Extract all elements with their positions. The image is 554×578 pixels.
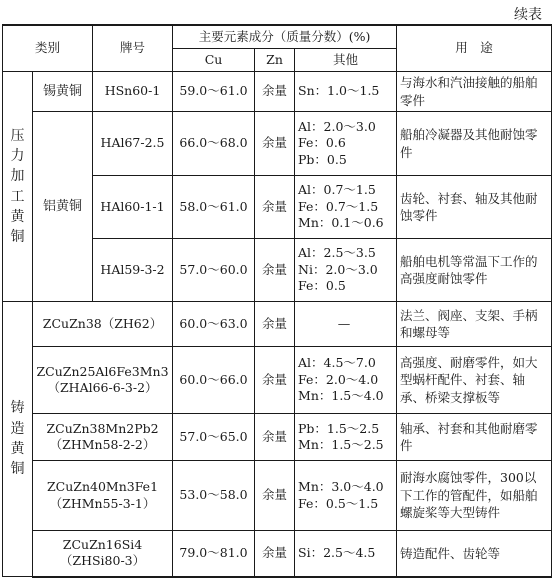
zn-cell: 余量 (255, 414, 295, 461)
grade-cell: ZCuZn25Al6Fe3Mn3 （ZHAl66-6-3-2） (33, 347, 173, 414)
other-elements-cell: Pb：1.5～2.5 Mn：1.5～2.5 (295, 414, 397, 461)
category-cast-brass: 铸 造 黄 铜 (3, 302, 33, 577)
zn-cell: 余量 (255, 531, 295, 577)
subcategory-tin-brass: 锡黄铜 (33, 72, 93, 112)
header-composition: 主要元素成分（质量分数）(%) (173, 25, 397, 49)
other-elements-cell: Si：2.5～4.5 (295, 531, 397, 577)
header-use: 用 途 (397, 25, 552, 72)
table-row (3, 112, 552, 176)
zn-cell: 余量 (255, 239, 295, 302)
header-zn: Zn (255, 49, 295, 72)
cu-cell: 59.0～61.0 (173, 72, 255, 112)
table-row (3, 72, 552, 112)
grade-cell: ZCuZn38Mn2Pb2 （ZHMn58-2-2） (33, 414, 173, 461)
other-elements-cell: Al：2.5～3.5 Ni：2.0～3.0 Fe：0.5 (295, 239, 397, 302)
table-row (3, 302, 552, 347)
grade-cell: HAl67-2.5 (93, 112, 173, 176)
table-row (3, 461, 552, 531)
header-cu: Cu (173, 49, 255, 72)
table-row (3, 347, 552, 414)
zn-cell: 余量 (255, 72, 295, 112)
other-elements-cell: — (295, 302, 397, 347)
category-pressure-brass: 压 力 加 工 黄 铜 (3, 72, 33, 302)
use-cell: 船舶电机等常温下工作的高强度耐蚀零件 (397, 239, 552, 302)
cu-cell: 57.0～65.0 (173, 414, 255, 461)
grade-cell: HAl60-1-1 (93, 176, 173, 239)
grade-cell: ZCuZn40Mn3Fe1 （ZHMn55-3-1） (33, 461, 173, 531)
header-category: 类别 (3, 25, 93, 72)
header-grade: 牌号 (93, 25, 173, 72)
grade-cell: ZCuZn38（ZH62） (33, 302, 173, 347)
use-cell: 与海水和汽油接触的船舶零件 (397, 72, 552, 112)
cu-cell: 66.0～68.0 (173, 112, 255, 176)
table-row (3, 531, 552, 577)
brass-spec-table (2, 24, 552, 578)
zn-cell: 余量 (255, 347, 295, 414)
cu-cell: 58.0～61.0 (173, 176, 255, 239)
cu-cell: 60.0～63.0 (173, 302, 255, 347)
grade-cell: HAl59-3-2 (93, 239, 173, 302)
cu-cell: 79.0～81.0 (173, 531, 255, 577)
other-elements-cell: Sn：1.0～1.5 (295, 72, 397, 112)
use-cell: 铸造配件、齿轮等 (397, 531, 552, 577)
use-cell: 高强度、耐磨零件，如大型蜗杆配件、衬套、轴承、桥梁支撑板等 (397, 347, 552, 414)
other-elements-cell: Al：0.7～1.5 Fe：0.7～1.5 Mn：0.1～0.6 (295, 176, 397, 239)
use-cell: 齿轮、衬套、轴及其他耐蚀零件 (397, 176, 552, 239)
other-elements-cell: Al：4.5～7.0 Fe：2.0～4.0 Mn：1.5～4.0 (295, 347, 397, 414)
zn-cell: 余量 (255, 461, 295, 531)
use-cell: 轴承、衬套和其他耐磨零件 (397, 414, 552, 461)
other-elements-cell: Al：2.0～3.0 Fe：0.6 Pb：0.5 (295, 112, 397, 176)
continued-label: 续表 (514, 7, 542, 23)
other-elements-cell: Mn：3.0～4.0 Fe：0.5～1.5 (295, 461, 397, 531)
zn-cell: 余量 (255, 176, 295, 239)
zn-cell: 余量 (255, 112, 295, 176)
use-cell: 船舶冷凝器及其他耐蚀零件 (397, 112, 552, 176)
use-cell: 耐海水腐蚀零件，300以下工作的管配件，如船舶螺旋桨等大型铸件 (397, 461, 552, 531)
cu-cell: 60.0～66.0 (173, 347, 255, 414)
grade-cell: HSn60-1 (93, 72, 173, 112)
cu-cell: 57.0～60.0 (173, 239, 255, 302)
subcategory-aluminum-brass: 铝黄铜 (33, 112, 93, 302)
header-other: 其他 (295, 49, 397, 72)
grade-cell: ZCuZn16Si4 （ZHSi80-3） (33, 531, 173, 577)
use-cell: 法兰、阀座、支架、手柄和螺母等 (397, 302, 552, 347)
zn-cell: 余量 (255, 302, 295, 347)
header-row (3, 25, 552, 49)
cu-cell: 53.0～58.0 (173, 461, 255, 531)
table-row (3, 414, 552, 461)
